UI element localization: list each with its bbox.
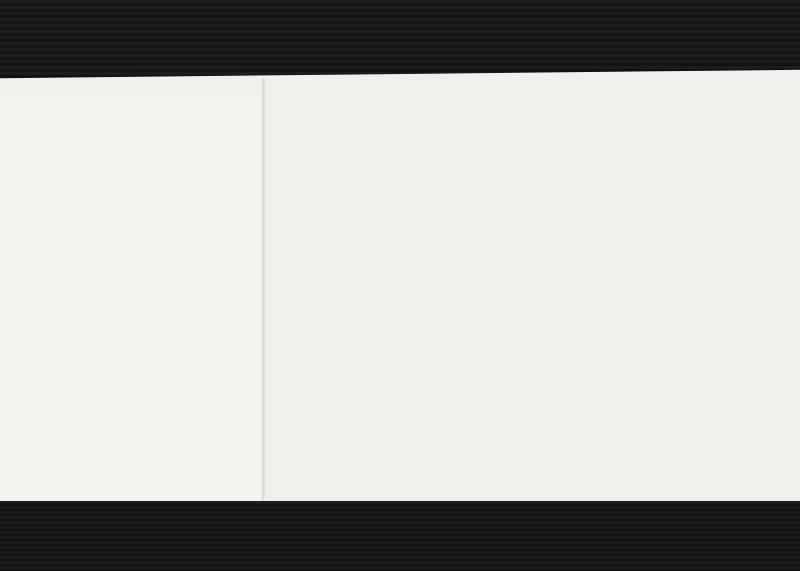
scroll-left-sheet bbox=[0, 95, 263, 505]
sheet-seam bbox=[262, 78, 268, 498]
dark-background-bottom bbox=[0, 501, 800, 571]
dark-background-top bbox=[0, 0, 800, 78]
